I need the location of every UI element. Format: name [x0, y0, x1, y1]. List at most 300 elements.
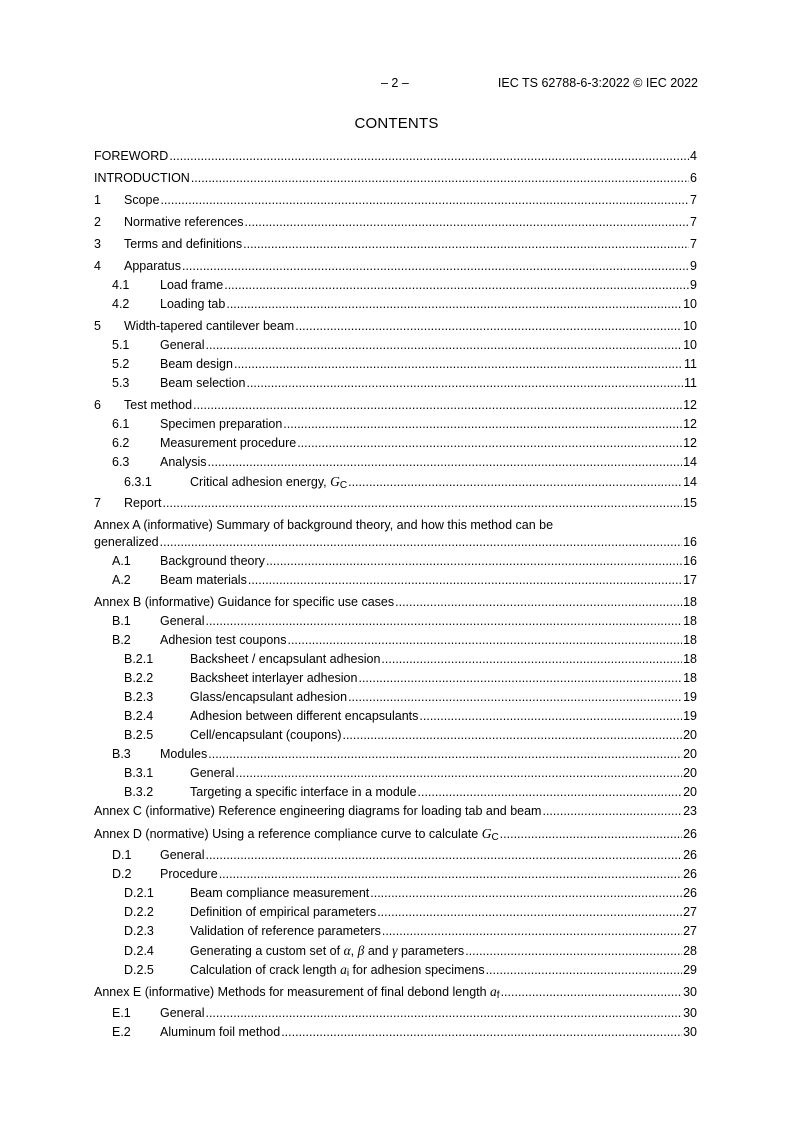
section-title	[124, 214, 244, 231]
section-title	[124, 397, 192, 414]
section-number: B.1	[112, 614, 131, 628]
section-title-text: General	[160, 614, 205, 628]
toc-line	[94, 765, 697, 782]
section-title-text: Calculation of crack length	[190, 963, 341, 977]
toc-line	[94, 236, 697, 253]
dot-leader	[205, 847, 682, 864]
dot-leader	[358, 670, 682, 687]
section-title-text: Beam design	[160, 357, 233, 371]
toc-line	[94, 375, 697, 392]
section-title-text: Scope	[124, 193, 160, 207]
toc-entry	[94, 473, 697, 490]
toc-line	[94, 495, 697, 512]
section-number: B.3	[112, 747, 131, 761]
toc-entry	[94, 258, 697, 275]
section-number: B.2.3	[124, 690, 154, 704]
section-number: D.2	[112, 867, 132, 881]
dot-leader	[163, 495, 683, 512]
dot-leader	[234, 356, 683, 373]
page-ref: 27	[683, 905, 697, 919]
section-number: D.1	[112, 848, 132, 862]
toc-entry	[94, 825, 697, 842]
toc-line	[94, 689, 697, 706]
section-title	[160, 337, 204, 354]
math-variable: G	[330, 474, 340, 489]
section-title	[190, 727, 341, 744]
section-title-text: Terms and definitions	[124, 237, 243, 251]
section-title-text: Adhesion between different encapsulants	[190, 709, 419, 723]
dot-leader	[382, 923, 682, 940]
section-title-text: Aluminum foil method	[160, 1025, 281, 1039]
section-title	[160, 356, 233, 373]
toc-line	[94, 1005, 697, 1022]
toc-entry	[94, 214, 697, 231]
toc-entry	[94, 435, 697, 452]
section-title-text: General	[190, 766, 235, 780]
dot-leader	[191, 170, 689, 187]
section-number: B.2.1	[124, 652, 154, 666]
toc-entry	[94, 553, 697, 570]
section-title	[160, 572, 247, 589]
section-number: 7	[94, 496, 101, 510]
section-number: 6.1	[112, 417, 130, 431]
section-number: 5.3	[112, 376, 130, 390]
section-title-text: Load frame	[160, 278, 224, 292]
section-number: A.2	[112, 573, 131, 587]
section-title	[160, 1005, 204, 1022]
section-title	[160, 632, 286, 649]
math-subscript: C	[491, 832, 499, 843]
section-title	[124, 495, 162, 512]
section-title-text: Beam materials	[160, 573, 247, 587]
math-variable: a	[340, 962, 347, 977]
page-ref: 4	[690, 149, 697, 163]
section-title	[160, 277, 223, 294]
dot-leader	[381, 651, 682, 668]
toc-entry	[94, 885, 697, 902]
dot-leader	[297, 435, 682, 452]
section-title	[160, 435, 296, 452]
page-ref: 27	[683, 924, 697, 938]
page-ref: 18	[683, 652, 697, 666]
page-ref: 10	[683, 338, 697, 352]
page-ref: 12	[683, 417, 697, 431]
toc-line	[94, 296, 697, 313]
toc-line	[94, 454, 697, 471]
page-ref: 20	[683, 766, 697, 780]
toc-line	[94, 825, 697, 842]
toc-entry	[94, 236, 697, 253]
greek-gamma: γ	[392, 943, 398, 958]
section-title-text: generalized	[94, 535, 159, 549]
dot-leader	[287, 632, 682, 649]
page-ref: 11	[684, 376, 697, 390]
section-title-text: General	[160, 338, 205, 352]
toc-line	[94, 1024, 697, 1041]
page-ref: 10	[683, 319, 697, 333]
page-ref: 30	[683, 1025, 697, 1039]
section-title-text: Width-tapered cantilever beam	[124, 319, 295, 333]
toc-line	[94, 258, 697, 275]
toc-line	[94, 847, 697, 864]
toc-entry	[94, 148, 697, 165]
dot-leader	[486, 962, 683, 979]
toc-line	[94, 337, 697, 354]
toc-line	[94, 670, 697, 687]
section-number: 4	[94, 259, 101, 273]
page-ref: 15	[683, 496, 697, 510]
page-ref: 18	[683, 614, 697, 628]
page-ref: 6	[690, 171, 697, 185]
section-title-text: Test method	[124, 398, 193, 412]
toc-entry	[94, 318, 697, 335]
toc-line	[94, 192, 697, 209]
section-title	[160, 613, 204, 630]
toc-line	[94, 170, 697, 187]
dot-leader	[266, 553, 682, 570]
toc-entry	[94, 708, 697, 725]
toc-entry	[94, 983, 697, 1000]
section-title-text: Generating a custom set of	[190, 944, 344, 958]
section-title-text: Loading tab	[160, 297, 226, 311]
page-ref: 12	[683, 436, 697, 450]
toc-line	[94, 923, 697, 940]
greek-alpha: α	[343, 943, 351, 958]
dot-leader	[226, 296, 682, 313]
toc-entry	[94, 670, 697, 687]
toc-line	[94, 961, 697, 978]
section-title	[94, 803, 541, 820]
page-header	[0, 76, 793, 92]
dot-leader	[500, 826, 682, 843]
section-title	[160, 296, 225, 313]
section-number: 1	[94, 193, 101, 207]
page-ref: 30	[683, 985, 697, 999]
toc-entry	[94, 192, 697, 209]
section-title-text: FOREWORD	[94, 149, 169, 163]
section-title	[190, 904, 376, 921]
toc-line	[94, 277, 697, 294]
page-ref: 19	[683, 709, 697, 723]
toc-entry	[94, 572, 697, 589]
dot-leader	[418, 784, 683, 801]
toc-line	[94, 318, 697, 335]
toc-line	[94, 397, 697, 414]
page-ref: 28	[683, 944, 697, 958]
math-subscript: f	[496, 990, 500, 1001]
toc-entry	[94, 1005, 697, 1022]
section-number: 4.2	[112, 297, 130, 311]
section-title	[190, 765, 234, 782]
section-title-text: Targeting a specific interface in a module	[190, 785, 417, 799]
section-title-text: Background theory	[160, 554, 265, 568]
toc-line	[94, 572, 697, 589]
dot-leader	[193, 397, 682, 414]
page-ref: 26	[683, 827, 697, 841]
toc-entry	[94, 397, 697, 414]
dot-leader	[219, 866, 682, 883]
dot-leader	[208, 746, 682, 763]
toc-entry	[94, 594, 697, 611]
section-title-text: Apparatus	[124, 259, 181, 273]
section-title-text: Analysis	[160, 455, 207, 469]
toc-line	[94, 553, 697, 570]
dot-leader	[205, 1005, 682, 1022]
toc-entry	[94, 847, 697, 864]
page-ref: 7	[690, 215, 697, 229]
page-ref: 9	[690, 259, 697, 273]
toc-entry	[94, 727, 697, 744]
section-title	[94, 594, 394, 611]
dot-leader	[295, 318, 682, 335]
section-title-suffix: parameters	[397, 944, 465, 958]
section-title	[160, 847, 204, 864]
toc-line	[94, 727, 697, 744]
page-ref: 9	[690, 278, 697, 292]
page-ref: 19	[683, 690, 697, 704]
page-ref: 23	[683, 804, 697, 818]
dot-leader	[205, 337, 682, 354]
section-title-text: Annex B (informative) Guidance for specific use cases	[94, 595, 395, 609]
dot-leader	[246, 375, 683, 392]
dot-leader	[465, 943, 682, 960]
page-ref: 18	[683, 671, 697, 685]
toc-line	[94, 885, 697, 902]
dot-leader	[243, 236, 689, 253]
section-number: 6.2	[112, 436, 130, 450]
section-title	[160, 416, 282, 433]
toc-entry	[94, 356, 697, 373]
section-title-text: Definition of empirical parameters	[190, 905, 377, 919]
toc-line	[94, 148, 697, 165]
dot-leader	[542, 803, 682, 820]
page-ref: 11	[684, 357, 697, 371]
toc-line	[94, 613, 697, 630]
dot-leader	[501, 984, 683, 1001]
section-number: 6.3.1	[124, 475, 152, 489]
toc-line	[94, 708, 697, 725]
page-ref: 14	[683, 475, 697, 489]
section-title	[190, 473, 347, 494]
toc-line	[94, 784, 697, 801]
section-title-text: Beam selection	[160, 376, 246, 390]
page-ref: 18	[683, 595, 697, 609]
dot-leader	[224, 277, 689, 294]
dot-leader	[370, 885, 682, 902]
toc-entry	[94, 784, 697, 801]
dot-leader	[182, 258, 689, 275]
math-subscript: C	[339, 480, 348, 491]
dot-leader	[160, 534, 682, 551]
toc-entry	[94, 1024, 697, 1041]
toc-entry	[94, 296, 697, 313]
page-ref: 20	[683, 785, 697, 799]
section-title	[160, 1024, 280, 1041]
toc-line	[94, 534, 697, 551]
toc-line	[94, 746, 697, 763]
section-title-text: Beam compliance measurement	[190, 886, 370, 900]
toc-entry	[94, 416, 697, 433]
dot-leader	[205, 613, 682, 630]
toc-entry	[94, 923, 697, 940]
toc-entry	[94, 651, 697, 668]
toc-line	[94, 632, 697, 649]
section-title-text: Report	[124, 496, 162, 510]
toc-line	[94, 356, 697, 373]
section-number: 5	[94, 319, 101, 333]
toc-entry	[94, 746, 697, 763]
page-ref: 18	[683, 633, 697, 647]
section-title	[124, 192, 159, 209]
page-ref: 10	[683, 297, 697, 311]
toc-entry	[94, 689, 697, 706]
toc-line	[94, 866, 697, 883]
section-title	[190, 923, 381, 940]
section-number: D.2.5	[124, 963, 154, 977]
section-number: D.2.2	[124, 905, 154, 919]
toc-line	[94, 473, 697, 490]
section-title	[124, 258, 181, 275]
section-title-text: INTRODUCTION	[94, 171, 190, 185]
section-number: 4.1	[112, 278, 130, 292]
contents-title: CONTENTS	[354, 115, 439, 132]
section-number: B.3.2	[124, 785, 154, 799]
toc-line	[94, 651, 697, 668]
section-title-text: Procedure	[160, 867, 218, 881]
page-ref: 16	[683, 535, 697, 549]
section-title-text: Annex C (informative) Reference engineering diagrams for loading tab and beam	[94, 804, 542, 818]
section-title-text: Backsheet / encapsulant adhesion	[190, 652, 381, 666]
separator: and	[364, 944, 393, 958]
toc-entry	[94, 942, 697, 959]
toc-entry	[94, 337, 697, 354]
section-number: E.1	[112, 1006, 131, 1020]
section-title	[190, 961, 485, 982]
section-title	[160, 375, 245, 392]
section-number: A.1	[112, 554, 131, 568]
toc-entry-heading: Annex A (informative) Summary of background theory, and how this method can be	[94, 518, 554, 532]
toc-entry	[94, 632, 697, 649]
section-number: 2	[94, 215, 101, 229]
page-ref: 12	[683, 398, 697, 412]
dot-leader	[377, 904, 682, 921]
section-title	[94, 170, 190, 187]
document-reference: IEC TS 62788-6-3:2022 © IEC 2022	[497, 76, 698, 90]
greek-beta: β	[357, 943, 365, 958]
section-number: B.2	[112, 633, 131, 647]
toc-entry	[94, 454, 697, 471]
page-number: – 2 –	[381, 76, 409, 90]
dot-leader	[245, 214, 690, 231]
section-title-text: General	[160, 848, 205, 862]
toc-entry	[94, 495, 697, 512]
dot-leader	[348, 474, 682, 491]
section-number: B.2.2	[124, 671, 154, 685]
section-number: 5.1	[112, 338, 130, 352]
section-title-text: Cell/encapsulant (coupons)	[190, 728, 342, 742]
dot-leader	[169, 148, 689, 165]
section-title	[160, 454, 207, 471]
section-number: 6.3	[112, 455, 130, 469]
section-title	[160, 866, 218, 883]
section-number: 3	[94, 237, 101, 251]
toc-entry	[94, 277, 697, 294]
toc-line	[94, 942, 697, 959]
page-ref: 26	[683, 886, 697, 900]
dot-leader	[342, 727, 682, 744]
section-title	[94, 825, 499, 846]
section-title	[160, 553, 265, 570]
toc-entry	[94, 904, 697, 921]
toc-line	[94, 904, 697, 921]
section-title	[190, 784, 417, 801]
page-ref: 20	[683, 728, 697, 742]
dot-leader	[160, 192, 689, 209]
page-ref: 7	[690, 237, 697, 251]
section-number: B.2.4	[124, 709, 154, 723]
toc-entry	[94, 866, 697, 883]
section-title	[190, 942, 464, 960]
toc-line	[94, 983, 697, 1000]
section-title-text: Specimen preparation	[160, 417, 283, 431]
math-variable: a	[490, 984, 497, 999]
section-title-text: Annex E (informative) Methods for measurement of final debond length	[94, 985, 491, 999]
toc-entry	[94, 961, 697, 978]
dot-leader	[283, 416, 682, 433]
section-title	[124, 236, 242, 253]
separator: ,	[350, 944, 358, 958]
toc-line	[94, 435, 697, 452]
dot-leader	[395, 594, 682, 611]
page-ref: 30	[683, 1006, 697, 1020]
section-title-text: Modules	[160, 747, 208, 761]
section-title	[94, 983, 500, 1004]
table-of-contents	[94, 143, 697, 1041]
section-number: B.3.1	[124, 766, 154, 780]
dot-leader	[348, 689, 682, 706]
page-ref: 26	[683, 848, 697, 862]
section-number: E.2	[112, 1025, 131, 1039]
section-number: 6	[94, 398, 101, 412]
section-title	[124, 318, 294, 335]
page-ref: 17	[683, 573, 697, 587]
section-title-text: Critical adhesion energy,	[190, 475, 331, 489]
section-number: 5.2	[112, 357, 130, 371]
toc-entry	[94, 803, 697, 820]
dot-leader	[419, 708, 682, 725]
page-ref: 29	[683, 963, 697, 977]
section-title	[190, 689, 347, 706]
section-title	[190, 885, 369, 902]
math-subscript: i	[346, 968, 350, 979]
toc-line	[94, 803, 697, 820]
section-title	[190, 708, 418, 725]
page-ref: 20	[683, 747, 697, 761]
section-number: D.2.3	[124, 924, 154, 938]
page-ref: 14	[683, 455, 697, 469]
toc-entry	[94, 517, 697, 551]
section-title-suffix: for adhesion specimens	[349, 963, 485, 977]
section-title-text: Adhesion test coupons	[160, 633, 287, 647]
toc-entry	[94, 613, 697, 630]
section-title	[190, 651, 380, 668]
section-number: D.2.4	[124, 944, 154, 958]
section-title	[94, 534, 159, 551]
page-ref: 7	[690, 193, 697, 207]
page-ref: 16	[683, 554, 697, 568]
dot-leader	[248, 572, 682, 589]
section-title-text: General	[160, 1006, 205, 1020]
